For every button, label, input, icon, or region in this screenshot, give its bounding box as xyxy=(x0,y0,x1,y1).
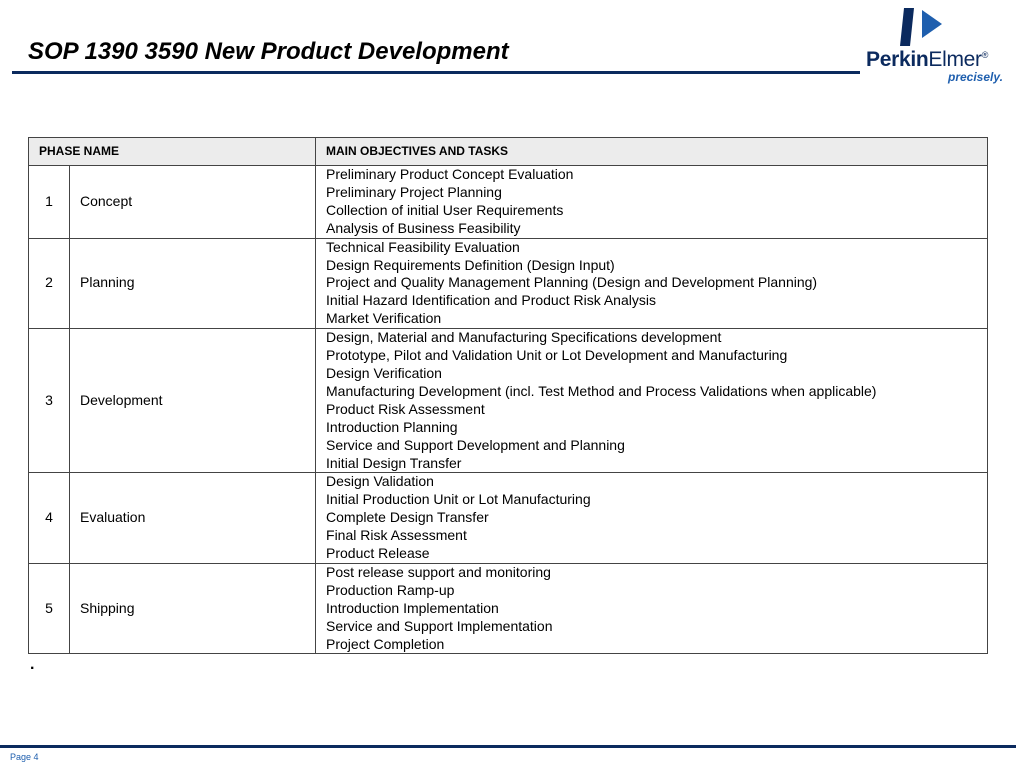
phase-name: Shipping xyxy=(70,563,316,654)
page-number: Page 4 xyxy=(10,752,39,762)
phase-name: Evaluation xyxy=(70,473,316,564)
phase-number: 2 xyxy=(29,238,70,329)
task-item: Service and Support Implementation xyxy=(326,617,553,634)
footer-divider xyxy=(0,745,1016,748)
phase-tasks xyxy=(316,563,988,654)
header-objectives: MAIN OBJECTIVES AND TASKS xyxy=(316,138,988,166)
task-item: Project Completion xyxy=(326,635,445,652)
task-item: Introduction Implementation xyxy=(326,599,499,616)
task-item: Introduction Planning xyxy=(326,418,458,435)
logo-wordmark-perkin: Perkin xyxy=(866,48,929,71)
phase-name: Development xyxy=(70,329,316,473)
task-item: Preliminary Project Planning xyxy=(326,183,502,200)
phase-number: 4 xyxy=(29,473,70,564)
table-row xyxy=(29,166,988,239)
task-item: Service and Support Development and Planning xyxy=(326,436,625,453)
table-header-row xyxy=(29,138,988,166)
task-item: Manufacturing Development (incl. Test Method and Process Validations when applicable) xyxy=(326,382,877,399)
table-row xyxy=(29,473,988,564)
task-item: Initial Production Unit or Lot Manufacturing xyxy=(326,491,591,508)
task-item: Post release support and monitoring xyxy=(326,563,551,580)
phase-table xyxy=(28,137,988,654)
title-divider xyxy=(12,71,860,74)
table-row xyxy=(29,563,988,654)
registered-mark: ® xyxy=(981,50,989,60)
task-item: Project and Quality Management Planning (Design and Development Planning) xyxy=(326,274,818,291)
task-item: Design Validation xyxy=(326,473,434,490)
phase-number: 1 xyxy=(29,166,70,239)
logo-mark-icon xyxy=(898,4,954,48)
table-row xyxy=(29,238,988,329)
task-item: Collection of initial User Requirements xyxy=(326,201,564,218)
logo-wordmark-elmer: Elmer xyxy=(928,48,982,71)
task-item: Initial Hazard Identification and Product Risk Analysis xyxy=(326,292,656,309)
task-item: Initial Design Transfer xyxy=(326,454,462,471)
phase-name: Planning xyxy=(70,238,316,329)
slide-title: SOP 1390 3590 New Product Development xyxy=(28,38,509,65)
task-item: Product Release xyxy=(326,545,430,562)
phase-tasks xyxy=(316,329,988,473)
phase-number: 5 xyxy=(29,563,70,654)
logo-tagline: precisely. xyxy=(948,70,1003,84)
note-dot: . xyxy=(30,656,35,673)
task-item: Preliminary Product Concept Evaluation xyxy=(326,166,574,182)
table-body xyxy=(29,166,988,654)
task-item: Final Risk Assessment xyxy=(326,527,467,544)
header-phase-name: PHASE NAME xyxy=(29,138,316,166)
perkinelmer-logo xyxy=(862,4,1020,90)
table-row xyxy=(29,329,988,473)
phase-number: 3 xyxy=(29,329,70,473)
task-item: Complete Design Transfer xyxy=(326,509,489,526)
phase-tasks xyxy=(316,473,988,564)
task-item: Design Verification xyxy=(326,364,442,381)
task-item: Production Ramp-up xyxy=(326,581,455,598)
task-item: Design Requirements Definition (Design Input) xyxy=(326,256,615,273)
task-item: Prototype, Pilot and Validation Unit or Lot Development and Manufacturing xyxy=(326,347,788,364)
phase-tasks xyxy=(316,238,988,329)
task-item: Product Risk Assessment xyxy=(326,400,485,417)
logo-wordmark xyxy=(866,48,988,72)
task-item: Design, Material and Manufacturing Specifications development xyxy=(326,329,722,346)
phase-name: Concept xyxy=(70,166,316,239)
task-item: Technical Feasibility Evaluation xyxy=(326,238,520,255)
phase-tasks xyxy=(316,166,988,239)
task-item: Market Verification xyxy=(326,310,442,327)
task-item: Analysis of Business Feasibility xyxy=(326,219,521,236)
